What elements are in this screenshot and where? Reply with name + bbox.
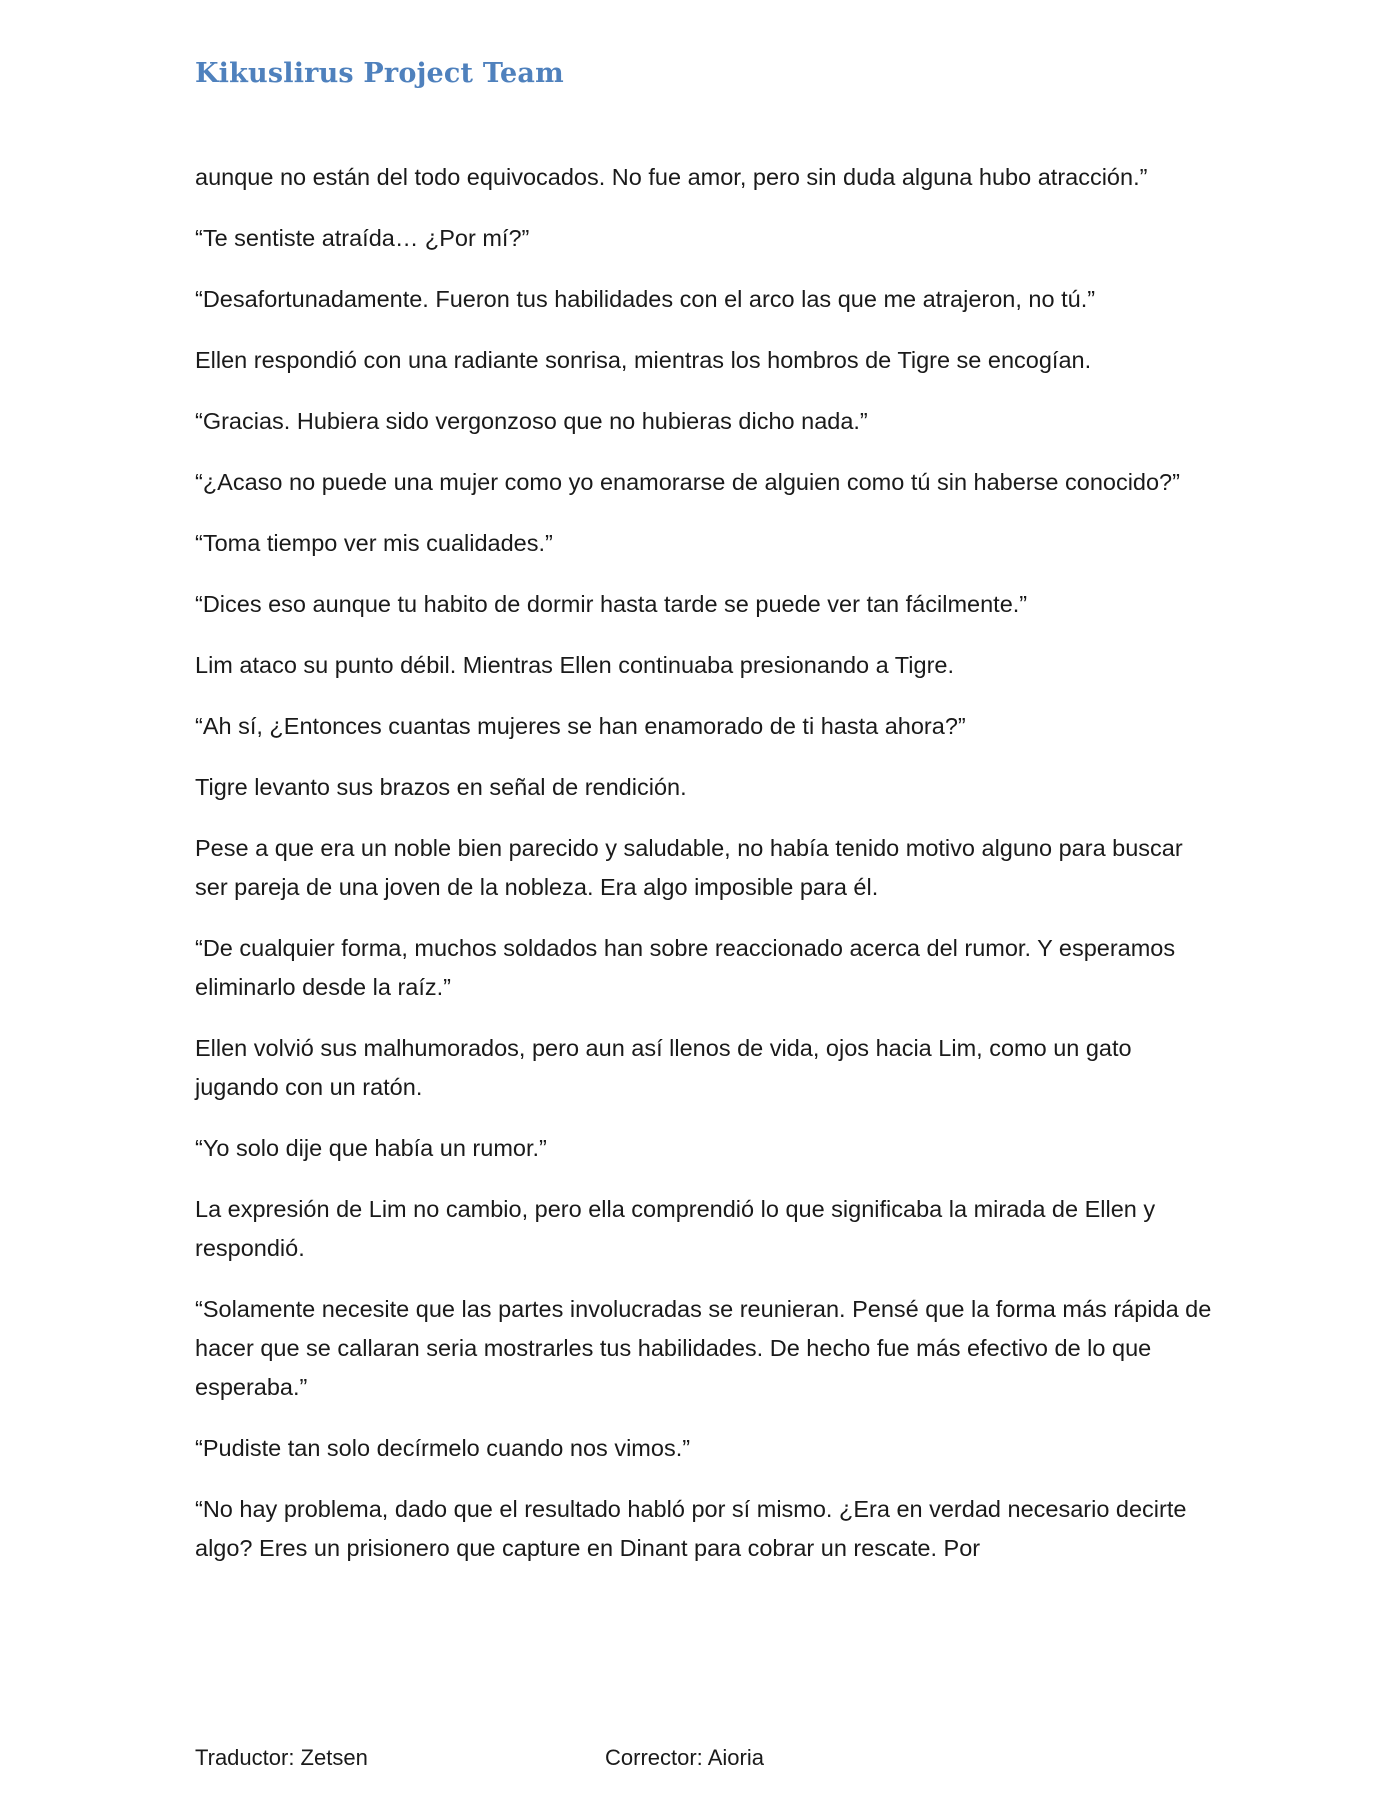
paragraph: “Gracias. Hubiera sido vergonzoso que no hubieras dicho nada.” — [195, 408, 868, 434]
paragraph: “Ah sí, ¿Entonces cuantas mujeres se han enamorado de ti hasta ahora?” — [195, 713, 966, 739]
paragraph: “Te sentiste atraída… ¿Por mí?” — [195, 225, 530, 251]
paragraph: “Desafortunadamente. Fueron tus habilidades con el arco las que me atrajeron, no tú.” — [195, 286, 1096, 312]
paragraph: “No hay problema, dado que el resultado habló por sí mismo. ¿Era en verdad necesario decirte algo? Eres un prisionero que capture en Dinant para cobrar un rescate. Por — [195, 1496, 1187, 1561]
footer-translator: Traductor: Zetsen — [195, 1745, 368, 1770]
paragraph: Lim ataco su punto débil. Mientras Ellen continuaba presionando a Tigre. — [195, 652, 954, 678]
document-body — [195, 158, 1215, 1590]
paragraph: “Pudiste tan solo decírmelo cuando nos vimos.” — [195, 1435, 691, 1461]
footer-corrector: Corrector: Aioria — [605, 1745, 764, 1770]
paragraph: “Solamente necesite que las partes involucradas se reunieran. Pensé que la forma más rápida de hacer que se callaran seria mostrarles tus habilidades. De hecho fue más efectivo de lo que esperaba.” — [195, 1296, 1212, 1400]
paragraph: “Yo solo dije que había un rumor.” — [195, 1135, 547, 1161]
paragraph: Tigre levanto sus brazos en señal de rendición. — [195, 774, 687, 800]
paragraph: Pese a que era un noble bien parecido y saludable, no había tenido motivo alguno para buscar ser pareja de una joven de la nobleza. Era algo imposible para él. — [195, 835, 1183, 900]
paragraph: aunque no están del todo equivocados. No fue amor, pero sin duda alguna hubo atracción.” — [195, 164, 1148, 190]
paragraph: Ellen volvió sus malhumorados, pero aun así llenos de vida, ojos hacia Lim, como un gato jugando con un ratón. — [195, 1035, 1132, 1100]
paragraph: La expresión de Lim no cambio, pero ella comprendió lo que significaba la mirada de Ellen y respondió. — [195, 1196, 1156, 1261]
paragraph: “De cualquier forma, muchos soldados han sobre reaccionado acerca del rumor. Y esperamos eliminarlo desde la raíz.” — [195, 935, 1176, 1000]
page-header-title: Kikuslirus Project Team — [195, 58, 564, 89]
paragraph: “¿Acaso no puede una mujer como yo enamorarse de alguien como tú sin haberse conocido?” — [195, 469, 1180, 495]
paragraph: Ellen respondió con una radiante sonrisa, mientras los hombros de Tigre se encogían. — [195, 347, 1092, 373]
paragraph: “Dices eso aunque tu habito de dormir hasta tarde se puede ver tan fácilmente.” — [195, 591, 1028, 617]
paragraph: “Toma tiempo ver mis cualidades.” — [195, 530, 553, 556]
